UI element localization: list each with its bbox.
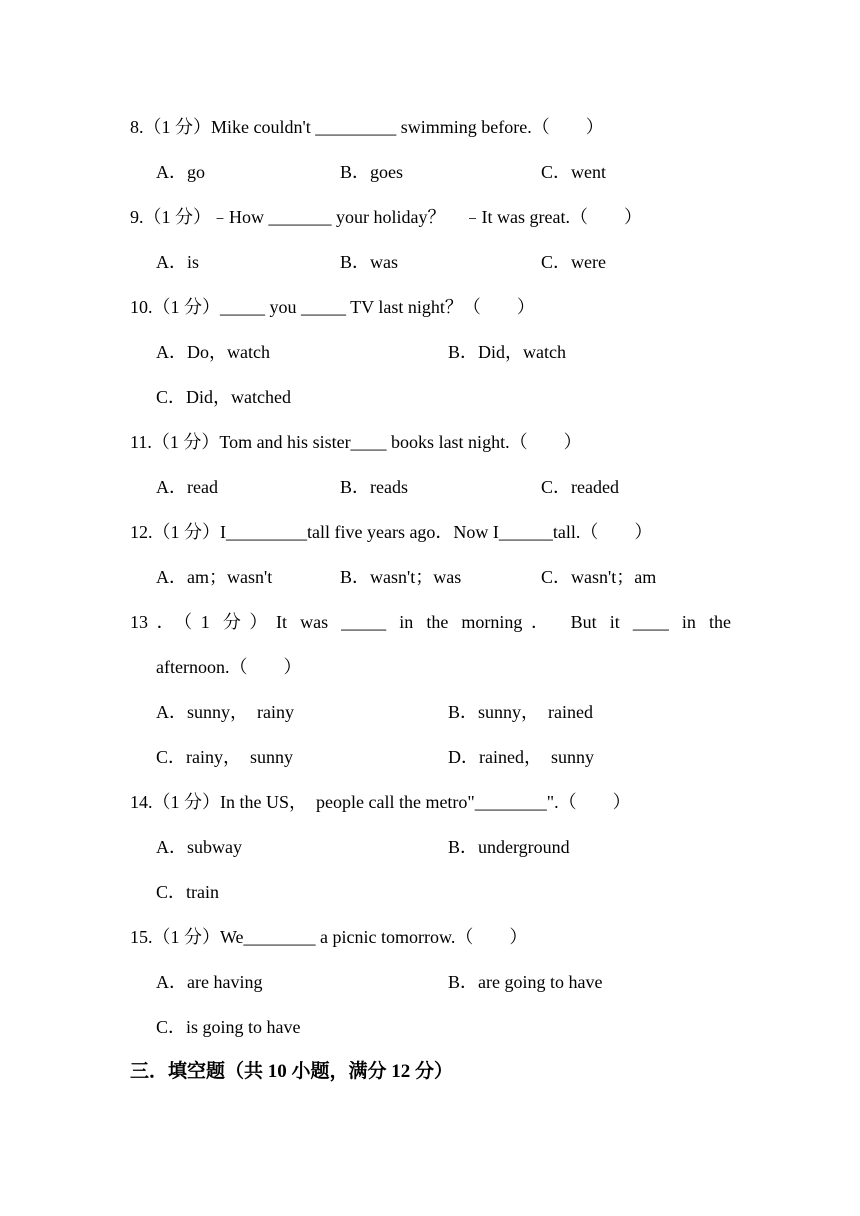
question-8-option-c[interactable]: C．went — [541, 162, 606, 182]
question-9-option-a[interactable]: A．is — [156, 252, 200, 272]
question-12-option-a[interactable]: A．am；wasn't — [156, 567, 273, 587]
question-13-stem-line2: afternoon.（ ） — [156, 657, 302, 677]
question-15-stem: 15.（1 分）We________ a picnic tomorrow.（ ） — [130, 927, 528, 947]
question-9-option-b[interactable]: B．was — [340, 252, 398, 272]
question-8-stem: 8.（1 分）Mike couldn't _________ swimming before.（ ） — [130, 117, 604, 137]
question-8-option-b[interactable]: B．goes — [340, 162, 403, 182]
question-11-stem: 11.（1 分）Tom and his sister____ books last night.（ ） — [130, 432, 582, 452]
question-15-option-a[interactable]: A．are having — [156, 972, 263, 992]
question-14-option-c[interactable]: C．train — [156, 882, 219, 902]
question-10-option-a[interactable]: A．Do，watch — [156, 342, 270, 362]
question-9-stem: 9.（1 分）﹣How _______ your holiday？ ﹣It was great.（ ） — [130, 207, 642, 227]
question-15-option-c[interactable]: C．is going to have — [156, 1017, 301, 1037]
question-14-option-a[interactable]: A．subway — [156, 837, 242, 857]
question-8-option-a[interactable]: A．go — [156, 162, 205, 182]
question-13-option-d[interactable]: D．rained， sunny — [448, 747, 594, 767]
section-title: 三．填空题（共 10 小题，满分 12 分） — [130, 1061, 454, 1082]
question-13-option-b[interactable]: B．sunny， rained — [448, 702, 593, 722]
question-12-stem: 12.（1 分）I_________tall five years ago．Now I______tall.（ ） — [130, 522, 653, 542]
question-12-option-b[interactable]: B．wasn't；was — [340, 567, 462, 587]
question-10-stem: 10.（1 分）_____ you _____ TV last night？（ ） — [130, 297, 535, 317]
question-11-option-c[interactable]: C．readed — [541, 477, 619, 497]
question-14-option-b[interactable]: B．underground — [448, 837, 570, 857]
question-11-option-a[interactable]: A．read — [156, 477, 218, 497]
question-14-stem: 14.（1 分）In the US， people call the metro"________".（ ） — [130, 792, 631, 812]
question-10-option-b[interactable]: B．Did，watch — [448, 342, 566, 362]
question-13-option-c[interactable]: C．rainy， sunny — [156, 747, 293, 767]
question-13-stem-line1: 13．（1 分）It was _____ in the morning． But it ____ in the — [130, 612, 731, 632]
question-11-option-b[interactable]: B．reads — [340, 477, 408, 497]
question-10-option-c[interactable]: C．Did，watched — [156, 387, 291, 407]
question-12-option-c[interactable]: C．wasn't；am — [541, 567, 657, 587]
question-9-option-c[interactable]: C．were — [541, 252, 606, 272]
question-15-option-b[interactable]: B．are going to have — [448, 972, 603, 992]
question-13-option-a[interactable]: A．sunny， rainy — [156, 702, 294, 722]
